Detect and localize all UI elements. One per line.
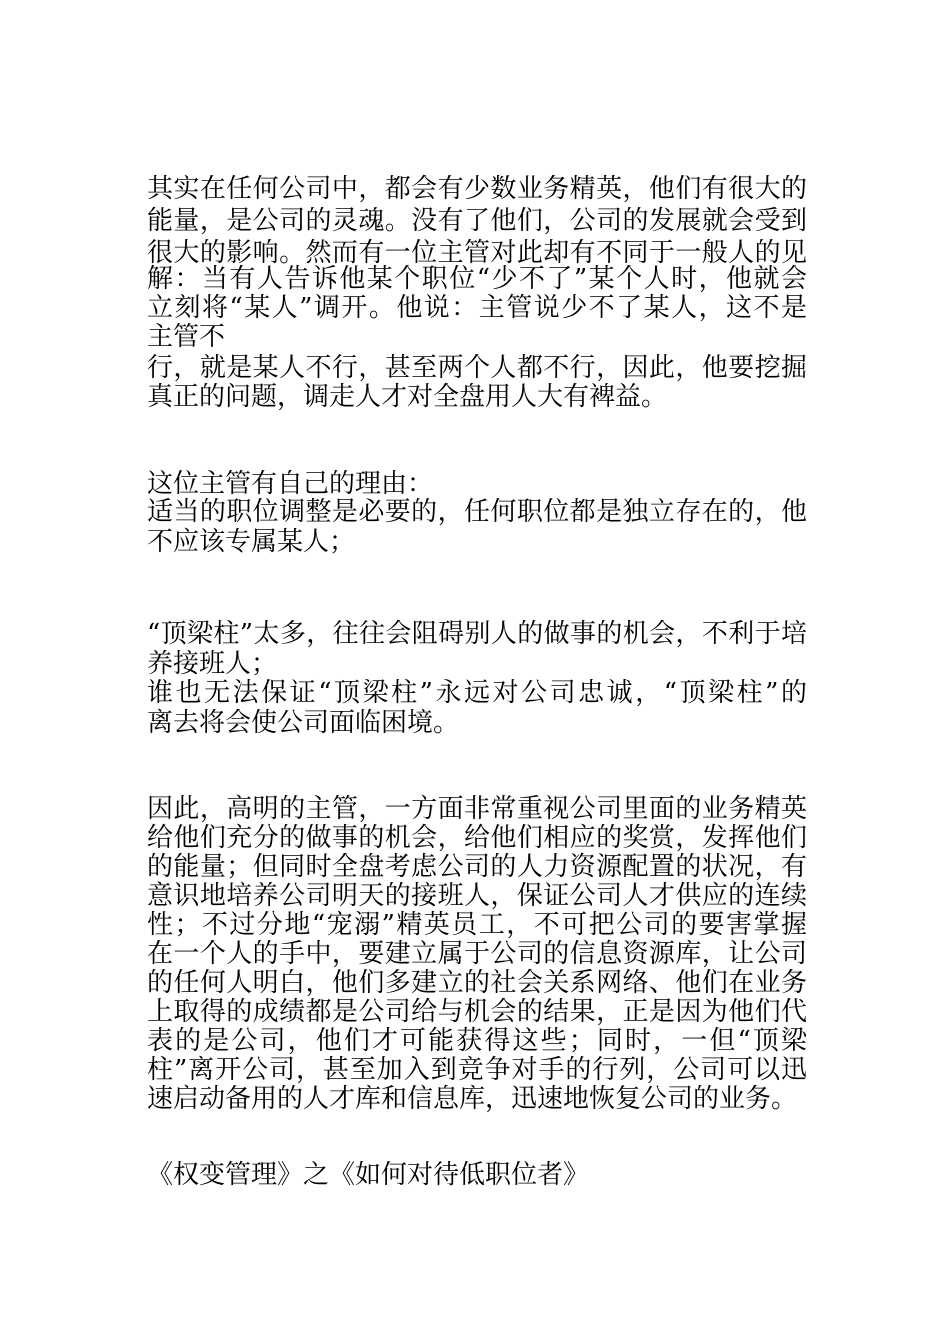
paragraph-line: 性；不过分地“宠溺”精英员工，不可把公司的要害掌握 — [147, 910, 807, 940]
paragraph-line: 的任何人明白，他们多建立的社会关系网络、他们在业务 — [147, 968, 807, 998]
paragraph-line: 离去将会使公司面临困境。 — [147, 708, 460, 738]
paragraph-line: 行，就是某人不行，甚至两个人都不行，因此，他要挖掘 — [147, 353, 807, 383]
paragraph-line: “顶梁柱”太多，往往会阻碍别人的做事的机会，不利于培 — [147, 619, 807, 649]
paragraph-line: 主管不 — [147, 322, 226, 352]
paragraph-line: 在一个人的手中，要建立属于公司的信息资源库，让公司 — [147, 939, 807, 969]
paragraph-line: 真正的问题，调走人才对全盘用人大有裨益。 — [147, 382, 668, 412]
paragraph-line: 这位主管有自己的理由： — [147, 469, 434, 499]
paragraph-line: 给他们充分的做事的机会，给他们相应的奖赏，发挥他们 — [147, 823, 807, 853]
paragraph-line: 因此，高明的主管，一方面非常重视公司里面的业务精英 — [147, 794, 807, 824]
paragraph-line: 适当的职位调整是必要的，任何职位都是独立存在的，他 — [147, 497, 807, 527]
paragraph-line: 表的是公司，他们才可能获得这些；同时，一但“顶梁 — [147, 1026, 807, 1056]
paragraph-line: 意识地培养公司明天的接班人，保证公司人才供应的连续 — [147, 881, 807, 911]
paragraph-line: 谁也无法保证“顶梁柱”永远对公司忠诚，“顶梁柱”的 — [147, 678, 807, 708]
section-heading: 《权变管理》之《如何对待低职位者》 — [147, 1160, 590, 1190]
paragraph-line: 不应该专属某人； — [147, 527, 356, 557]
paragraph-line: 上取得的成绩都是公司给与机会的结果，正是因为他们代 — [147, 997, 807, 1027]
paragraph-line: 柱”离开公司，甚至加入到竞争对手的行列，公司可以迅 — [147, 1055, 807, 1085]
paragraph-line: 能量，是公司的灵魂。没有了他们，公司的发展就会受到 — [147, 206, 807, 236]
paragraph-line: 的能量；但同时全盘考虑公司的人力资源配置的状况，有 — [147, 852, 807, 882]
paragraph-line: 解：当有人告诉他某个职位“少不了”某个人时，他就会 — [147, 264, 807, 294]
paragraph-line: 养接班人； — [147, 649, 278, 679]
paragraph-line: 立刻将“某人”调开。他说：主管说少不了某人，这不是 — [147, 293, 807, 323]
paragraph-line: 其实在任何公司中，都会有少数业务精英，他们有很大的 — [147, 174, 807, 204]
paragraph-line: 很大的影响。然而有一位主管对此却有不同于一般人的见 — [147, 238, 807, 268]
paragraph-line: 速启动备用的人才库和信息库，迅速地恢复公司的业务。 — [147, 1084, 798, 1114]
